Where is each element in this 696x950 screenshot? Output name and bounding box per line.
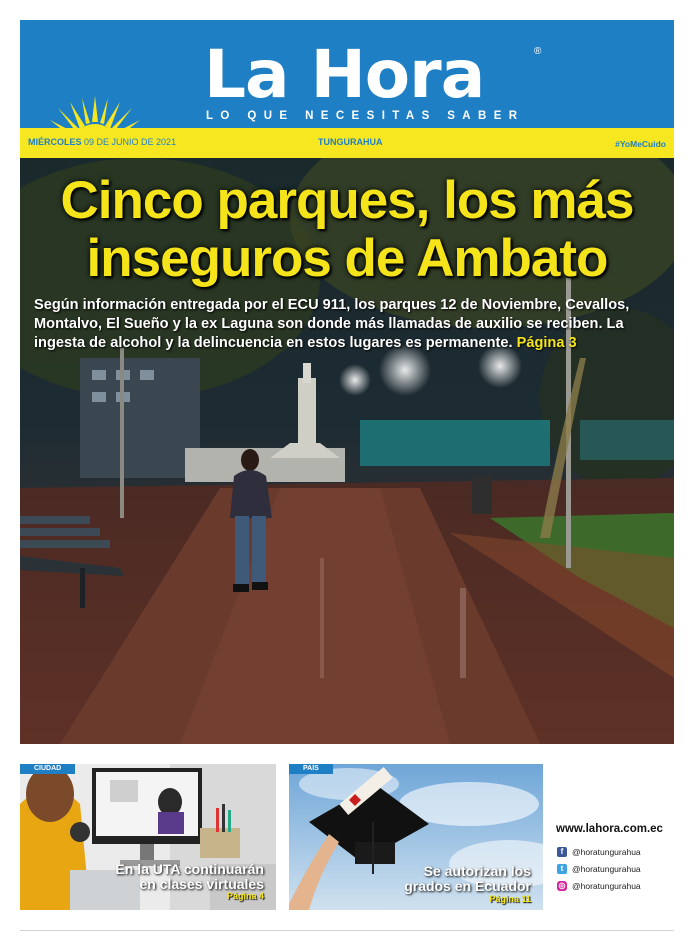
section-tag-ciudad: CIUDAD: [20, 764, 75, 774]
tagline: LO QUE NECESITAS SABER: [206, 110, 525, 122]
story-title: [115, 862, 264, 892]
social-facebook[interactable]: [557, 847, 641, 857]
weekday: MIÉRCOLES: [28, 137, 82, 147]
story-title-line-2: en clases virtuales: [139, 876, 264, 892]
hashtag: #YoMeCuido: [615, 139, 666, 149]
twitter-icon: t: [557, 864, 567, 874]
story-title-line-2: grados en Ecuador: [404, 878, 531, 894]
cover-lead: [34, 296, 666, 353]
issue-date: [28, 137, 176, 147]
social-handle: @horatungurahua: [572, 864, 641, 874]
story-graduations[interactable]: [289, 764, 543, 910]
social-handle: @horatungurahua: [572, 847, 641, 857]
headline-line-1: Cinco parques, los más: [60, 171, 634, 230]
website-link[interactable]: www.lahora.com.ec: [556, 823, 663, 835]
cover-story[interactable]: [20, 158, 674, 744]
cover-headline: [20, 172, 674, 288]
story-title: [404, 864, 531, 894]
social-twitter[interactable]: [557, 864, 641, 874]
section-tag-pais: PAÍS: [289, 764, 333, 774]
brand-logo: La Hora: [204, 36, 485, 113]
masthead: [20, 20, 674, 128]
edition-region: TUNGURAHUA: [318, 137, 383, 147]
facebook-icon: f: [557, 847, 567, 857]
social-instagram[interactable]: [557, 881, 641, 891]
bottom-divider: [20, 930, 674, 931]
lead-text: Según información entregada por el ECU 911, los parques 12 de Noviembre, Cevallos, Montalvo, El Sueño y la ex Laguna son donde más llamadas de auxilio se reciben. La ingesta de alcohol y la delincuencia en estos lugares es permanente.: [34, 297, 630, 351]
registered-mark: ®: [534, 46, 542, 57]
date-bar: [20, 128, 674, 158]
story-page-ref[interactable]: Página 11: [489, 894, 531, 904]
instagram-icon: ◎: [558, 881, 566, 890]
story-title-line-1: Se autorizan los: [423, 863, 531, 879]
story-title-line-1: En la UTA continuarán: [115, 861, 264, 877]
story-uta-classes[interactable]: [20, 764, 276, 910]
story-page-ref[interactable]: Página 4: [226, 891, 264, 901]
sun-logo-icon: [40, 86, 150, 128]
cover-page-ref[interactable]: Página 3: [516, 335, 577, 351]
headline-line-2: inseguros de Ambato: [86, 229, 608, 288]
social-handle: @horatungurahua: [572, 881, 641, 891]
date-text: 09 DE JUNIO DE 2021: [84, 137, 177, 147]
